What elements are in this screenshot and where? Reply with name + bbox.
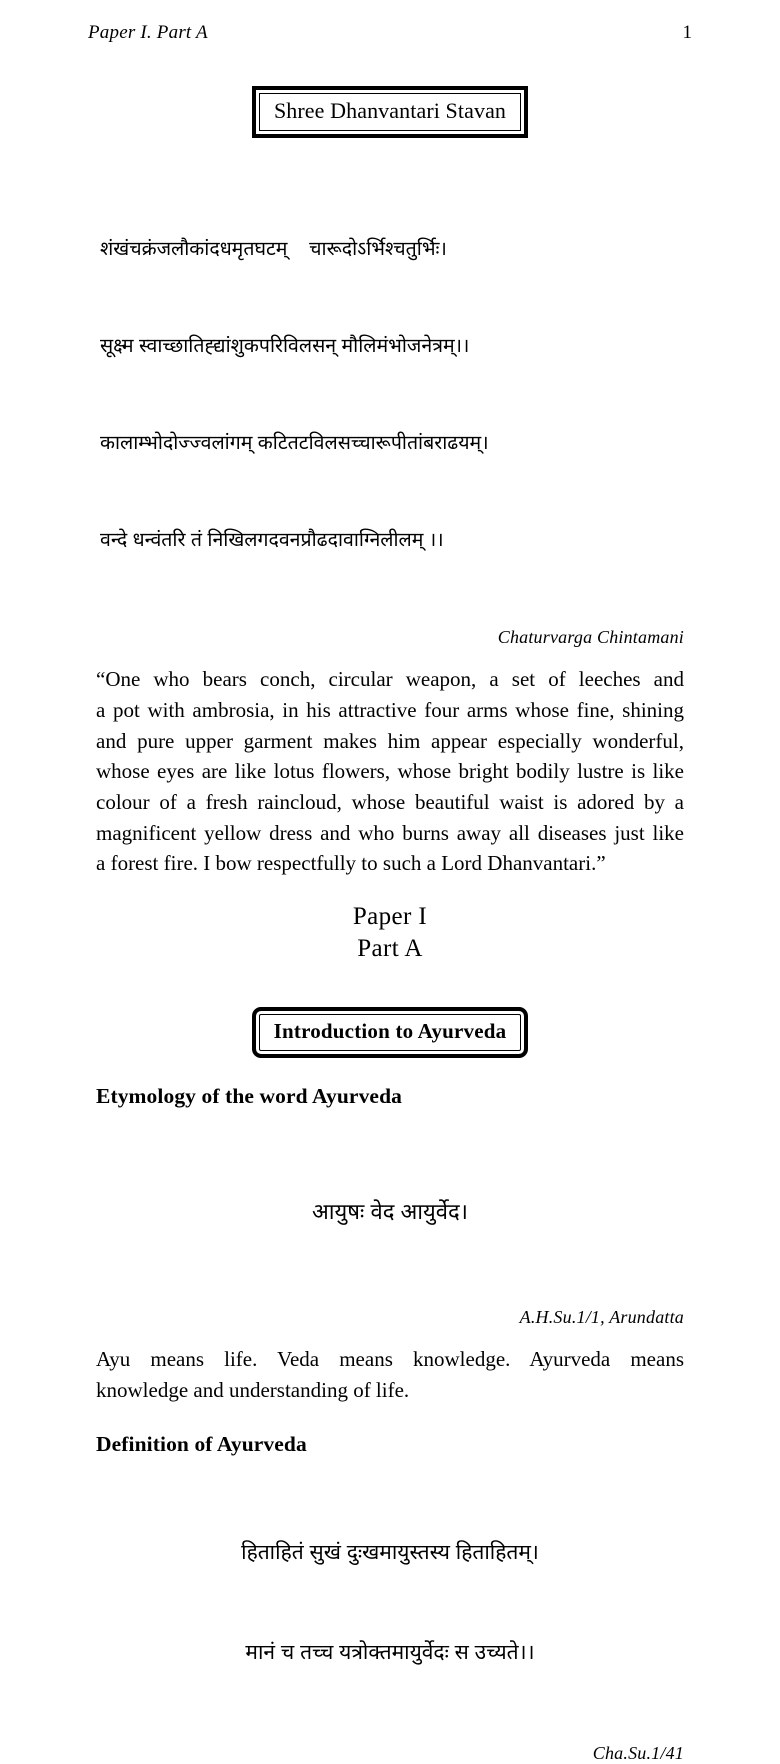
part-heading-paper: Paper I <box>352 902 428 930</box>
stavan-verse-line: कालाम्भोदोज्ज्वलांगम् कटितटविलसच्चारूपीतांबराढयम्। <box>100 432 489 455</box>
page-number: 1 <box>682 22 692 43</box>
stavan-verse <box>100 168 684 621</box>
introduction-title-box-wrapper <box>96 1007 684 1058</box>
definition-heading: Definition of Ayurveda <box>96 1431 307 1456</box>
meaning-line: knowledge and understanding of life. <box>96 1377 410 1402</box>
section-spacer <box>96 965 684 1007</box>
stavan-translation <box>96 664 684 879</box>
running-head-title: Paper I. Part A <box>88 22 208 43</box>
introduction-title-label: Introduction to Ayurveda <box>273 1018 507 1043</box>
running-head <box>88 22 692 50</box>
etymology-citation: A.H.Su.1/1, Arundatta <box>519 1307 684 1328</box>
translation-line: colour of a fresh raincloud, whose beautiful waist is adored by a <box>96 789 684 814</box>
etymology-verse <box>96 1123 684 1301</box>
etymology-meaning <box>96 1344 684 1405</box>
definition-verse <box>96 1469 684 1738</box>
stavan-citation: Chaturvarga Chintamani <box>497 627 684 648</box>
part-heading-part: Part A <box>357 934 423 962</box>
stavan-title-box <box>252 86 528 138</box>
stavan-verse-line: वन्दे धन्वंतरि तं निखिलगदवनप्रौढदावाग्निलीलम् ।। <box>100 529 444 552</box>
translation-line: “One who bears conch, circular weapon, a set of leeches and <box>96 667 684 692</box>
part-heading <box>96 901 684 965</box>
translation-line: a pot with ambrosia, in his attractive four arms whose fine, shining <box>96 697 684 722</box>
stavan-title-label: Shree Dhanvantari Stavan <box>273 98 507 123</box>
stavan-verse-line: शंखंचक्रंजलौकांदधमृतघटम् चारूदोऽर्भिश्चतुर्भिः। <box>100 238 447 261</box>
etymology-heading: Etymology of the word Ayurveda <box>96 1084 402 1109</box>
stavan-title-box-wrapper <box>96 86 684 138</box>
translation-line: magnificent yellow dress and who burns away all diseases just like <box>96 820 684 845</box>
content-column <box>96 86 684 1764</box>
meaning-line: Ayu means life. Veda means knowledge. Ayurveda means <box>96 1347 684 1372</box>
introduction-title-box <box>252 1007 529 1058</box>
translation-line: and pure upper garment makes him appear especially wonderful, <box>96 728 684 753</box>
translation-line: a forest fire. I bow respectfully to such a Lord Dhanvantari.” <box>96 851 606 876</box>
translation-line: whose eyes are like lotus flowers, whose bright bodily lustre is like <box>96 759 684 784</box>
stavan-title-box-inner <box>259 93 521 131</box>
introduction-title-box-inner <box>259 1014 522 1051</box>
definition-verse-line: हिताहितं सुखं दुःखमायुस्तस्य हिताहितम्। <box>241 1540 539 1564</box>
definition-citation: Cha.Su.1/41 <box>592 1743 684 1764</box>
stavan-verse-line: सूक्ष्म स्वाच्छातिह्द्यांशुकपरिविलसन् मौलिमंभोजनेत्रम्।। <box>100 335 470 358</box>
etymology-verse-line: आयुषः वेद आयुर्वेद। <box>311 1199 469 1225</box>
definition-verse-line: मानं च तच्च यत्रोक्तमायुर्वेदः स उच्यते।। <box>245 1641 535 1665</box>
